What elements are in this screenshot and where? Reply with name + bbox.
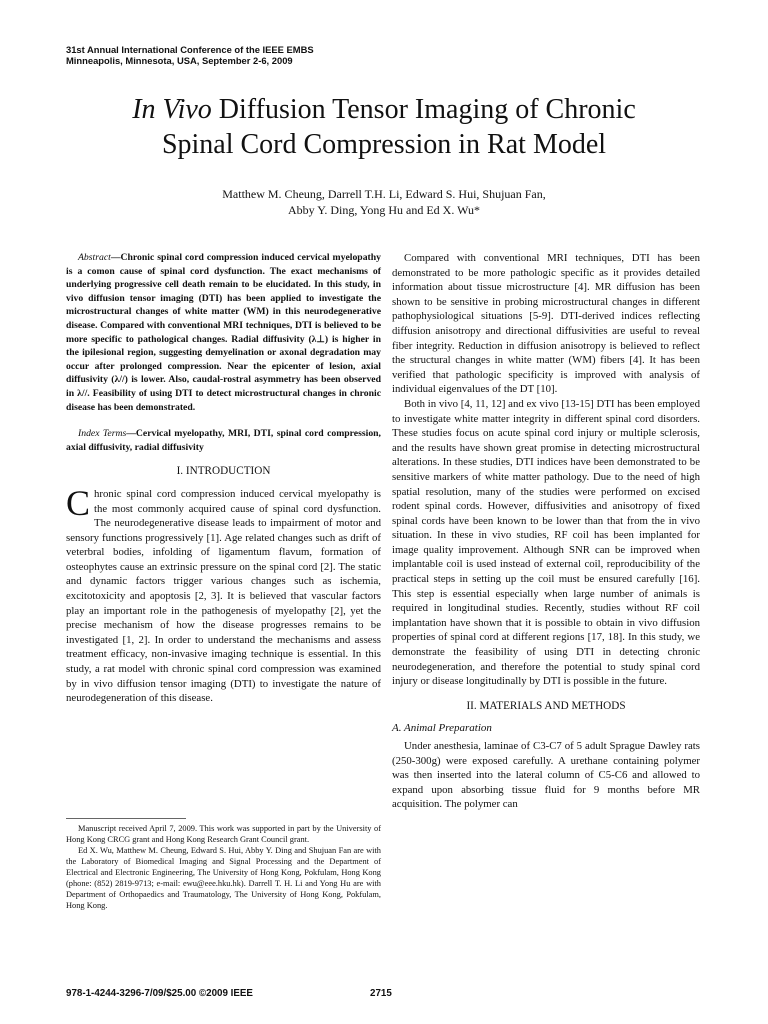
footnote-1: Manuscript received April 7, 2009. This work was supported in part by the University of Hong Kong CRCG grant and Hong Kong Research Grant Council grant. (66, 824, 381, 844)
footnote-rule (66, 818, 186, 819)
right-paragraph-3: Under anesthesia, laminae of C3-C7 of 5 adult Sprague Dawley rats (250-300g) were exposed carefully. A urethane containing polymer was then inserted into the lateral column of C5-C6 and allowed to expand upon absorbing tissue fluid for 9 months before MR acquisition. The polymer can (392, 740, 700, 811)
title-line-2: Spinal Cord Compression in Rat Model (161, 129, 607, 160)
left-column (66, 251, 381, 706)
authors-line-2: Abby Y. Ding, Yong Hu and Ed X. Wu* (288, 203, 480, 217)
intro-text: hronic spinal cord compression induced cervical myelopathy is the most commonly acquired cause of spinal cord dysfunction. The neurodegenerative disease leads to impairment of motor and sensory functions progressively [1]. Age related changes such as drift of veterbral bodies, infolding of ligamentum flavum, formation of osteophytes cause an extrinsic pressure on the spinal cord [2]. The static and dynamic factors trigger various changes such as ischemia, excitotoxicity and apoptosis [2, 3]. It is believed that vascular factors play an important role in the pathogenesis of myelopathy [2], yet the precise mechanism of how the disease progresses remains to be investigated [1, 2]. In order to understand the mechanisms and assess treatment efficacy, non-invasive imaging technique is essential. In this study, a rat model with chronic spinal cord compression was examined by in vivo diffusion tensor imaging (DTI) to investigate the nature of neurodegeneration of this disease. (66, 487, 381, 705)
footnotes (66, 823, 381, 911)
author-list (100, 186, 668, 218)
page-number: 2715 (370, 988, 392, 999)
animal-prep-subheading: A. Animal Preparation (392, 722, 492, 735)
methods-heading: II. MATERIALS AND METHODS (466, 699, 626, 712)
index-terms (66, 427, 381, 454)
title-line-1: Diffusion Tensor Imaging of Chronic (211, 94, 636, 125)
drop-cap: C (66, 482, 91, 523)
index-terms-text: —Cervical myelopathy, MRI, DTI, spinal cord compression, axial diffusivity, radial diffusivity (66, 428, 381, 453)
conference-line-2: Minneapolis, Minnesota, USA, September 2-6, 2009 (66, 55, 293, 66)
right-paragraph-1: Compared with conventional MRI techniques, DTI has been demonstrated to be more pathologic specific as it provides detailed information about tissue microstructure [4]. MR diffusion has been shown to be sensitive in probing microstructural changes in different pathophysiological situations [5-9]. DTI-derived indices reflecting diffusion anisotropy and directional diffusivities are useful to reveal fiber integrity. Reduction in diffusion anisotropy is believed to reflect the structural changes in white matter (WM) fibers [4]. It has been verified that pathologic specificity is improved with analysis of individual eigenvalues of the DT [10]. (392, 252, 700, 396)
intro-heading: I. INTRODUCTION (176, 465, 271, 478)
intro-paragraph (66, 482, 381, 706)
index-terms-lead: Index Terms (78, 428, 127, 440)
abstract (66, 251, 381, 414)
title-italic: In Vivo (132, 94, 212, 125)
abstract-text: —Chronic spinal cord compression induced cervical myelopathy is a comon cause of spinal cord dysfunction. The exact mechanisms of underlying progressive cell death remain to be elucidated. In this study, in vivo diffusion tensor imaging (DTI) has been applied to investigate the microstructural changes of white matter (WM) in this neurodegenerative disease. Compared with conventional MRI techniques, DTI is believed to be more specific to pathological changes. Radial diffusivity (λ⊥) is higher in the ipilesional region, suggesting demyelination or axonal degradation may occur after prolonged compression. Near the epicenter of lesion, axial diffusivity (λ//) is lower. Also, caudal-rostral asymmetry has been observed in λ//. Feasibility of using DTI to detect microstructural changes in chronic disease has been demonstrated. (66, 252, 381, 413)
footer-isbn: 978-1-4244-3296-7/09/$25.00 ©2009 IEEE (66, 988, 253, 999)
conference-line-1: 31st Annual International Conference of the IEEE EMBS (66, 44, 314, 55)
footnote-2: Ed X. Wu, Matthew M. Cheung, Edward S. Hui, Abby Y. Ding and Shujuan Fan are with the Laboratory of Biomedical Imaging and Signal Processing and the Department of Electrical and Electronic Engineering, The University of Hong Kong, Pokfulam, Hong Kong (phone: (852) 2819-9713; e-mail: ewu@eee.hku.hk). Darrell T. H. Li and Yong Hu are with Department of Orthopaedics and Traumatology, The University of Hong Kong, Pokfulam, Hong Kong. (66, 846, 381, 910)
right-paragraph-2: Both in vivo [4, 11, 12] and ex vivo [13-15] DTI has been employed to investigate white matter integrity in different spinal cord disorders. These studies focus on acute spinal cord injury or multiple sclerosis, and the results have shown great promise in detecting microstructural alterations. In these studies, DTI indices have been demonstrated to be sensitive markers of white matter pathology. Due to the need of high spatial resolution, many of the studies were performed on excised rodent spinal cords. However, diffusivities and anisotropy of fixed spinal cords have been known to be lower than that from the in vivo situation. In these in vivo studies, RF coil has been implanted for image quality improvement. Although SNR can be improved when implantable coil is used instead of external coil, reproducibility of the practical steps in setting up the coil must be ensured carefully [16]. This step is essential especially when large number of animals is required in longitudinal studies. Recently, studies without RF coil implantation have shown that it is possible to obtain in vivo diffusion properties of spinal cord at different regions [17, 18]. In this study, we demonstrate the feasibility of using DTI in detecting chronic neurodegeneration, and therefore the potential to study spinal cord injury or disease longitudinally by DTI is possible in the future. (392, 397, 700, 688)
paper-title (60, 92, 708, 162)
abstract-lead: Abstract (78, 252, 111, 263)
conference-header (66, 44, 314, 66)
authors-line-1: Matthew M. Cheung, Darrell T.H. Li, Edward S. Hui, Shujuan Fan, (222, 187, 546, 201)
right-column (392, 251, 700, 812)
